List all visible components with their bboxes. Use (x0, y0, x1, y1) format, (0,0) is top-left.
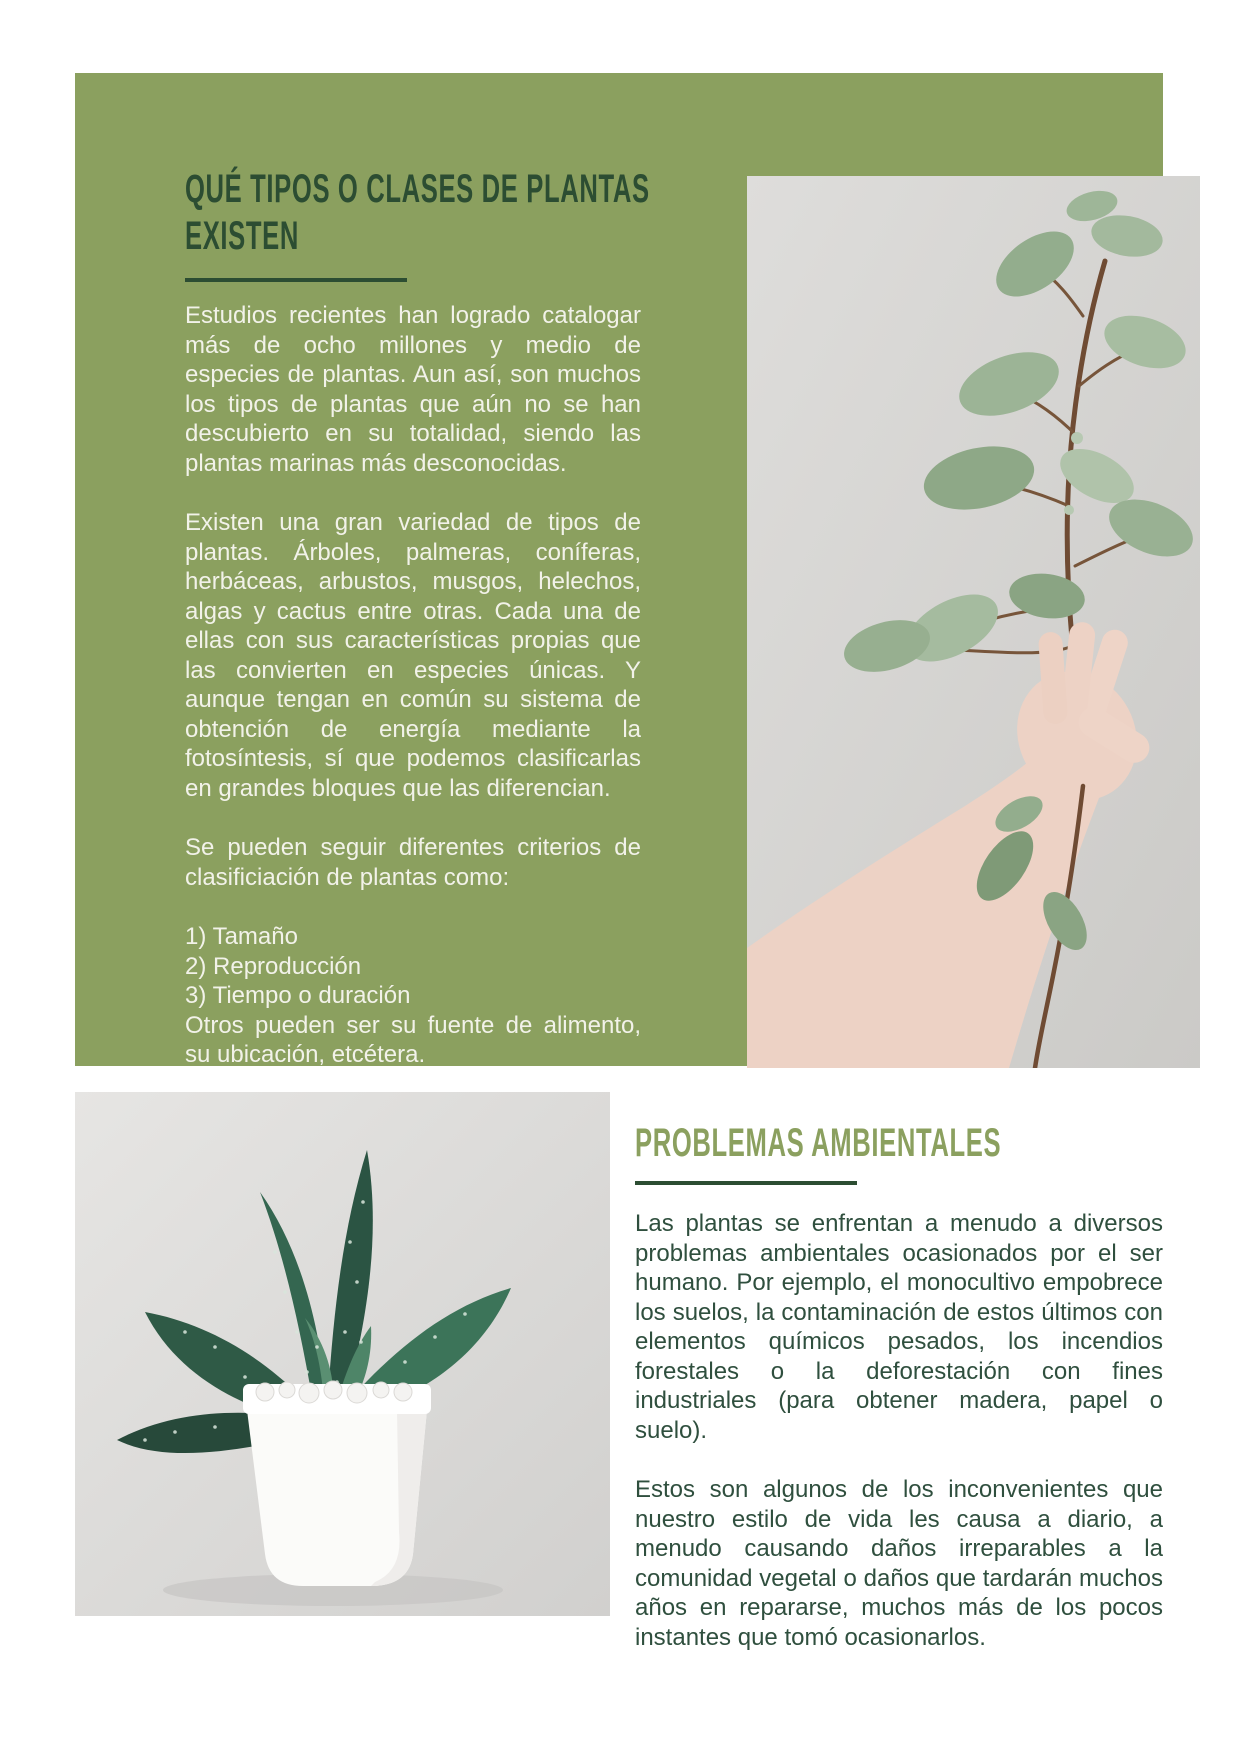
paragraph: Existen una gran variedad de tipos de plantas. Árboles, palmeras, coníferas, herbáceas, arbustos, musgos, helechos, algas y cactus entre otras. Cada una de ellas con sus características propias que las convierten en especies únicas. Y aunque tengan en común su sistema de obtención de energía mediante la fotosíntesis, sí que podemos clasificarlas en grandes bloques que las diferencian. (185, 509, 641, 802)
title-line-1: QUÉ TIPOS O CLASES DE PLANTAS (185, 167, 650, 211)
eucalyptus-illustration (747, 176, 1200, 1068)
eucalyptus-photo (747, 176, 1200, 1068)
white-pot (243, 1381, 431, 1586)
environmental-problems-text-column (635, 1113, 1163, 1682)
list-item: 2) Reproducción (185, 952, 362, 980)
page-title (185, 166, 650, 260)
title-line-1: PROBLEMAS AMBIENTALES (635, 1121, 1002, 1165)
list-item: 1) Tamaño (185, 923, 298, 950)
succulent-illustration (75, 1092, 610, 1616)
title-underline (185, 278, 407, 282)
title-line-2: EXISTEN (185, 214, 300, 258)
title-underline (635, 1181, 857, 1185)
plant-types-text-column (185, 159, 650, 1100)
paragraph: Las plantas se enfrentan a menudo a diversos problemas ambientales ocasionados por el ser humano. Por ejemplo, el monocultivo empobrece los suelos, la contaminación de estos últimos con elementos químicos pesados, los incendios forestales o la deforestación con fines industriales (para obtener madera, papel o suelo). (635, 1210, 1163, 1444)
paragraph: Estudios recientes han logrado catalogar más de ocho millones y medio de especies de plantas. Aun así, son muchos los tipos de plantas que aún no se han descubierto en su totalidad, siendo las plantas marinas más desconocidas. (185, 302, 641, 477)
closing-paragraph: Otros pueden ser su fuente de alimento, su ubicación, etcétera. (185, 1011, 641, 1068)
plant-types-section (75, 73, 1163, 1066)
paragraph: Estos son algunos de los inconvenientes que nuestro estilo de vida les causa a diario, a menudo causando daños irreparables a la comunidad vegetal o daños que tardarán muchos años en repararse, muchos más de los pocos instantes que tomó ocasionarlos. (635, 1476, 1163, 1651)
classification-list (185, 922, 641, 1011)
list-item: 3) Tiempo o duración (185, 982, 411, 1009)
section-title (635, 1120, 1163, 1167)
succulent-photo (75, 1092, 610, 1616)
paragraph: Se pueden seguir diferentes criterios de clasificiación de plantas como: (185, 834, 641, 891)
